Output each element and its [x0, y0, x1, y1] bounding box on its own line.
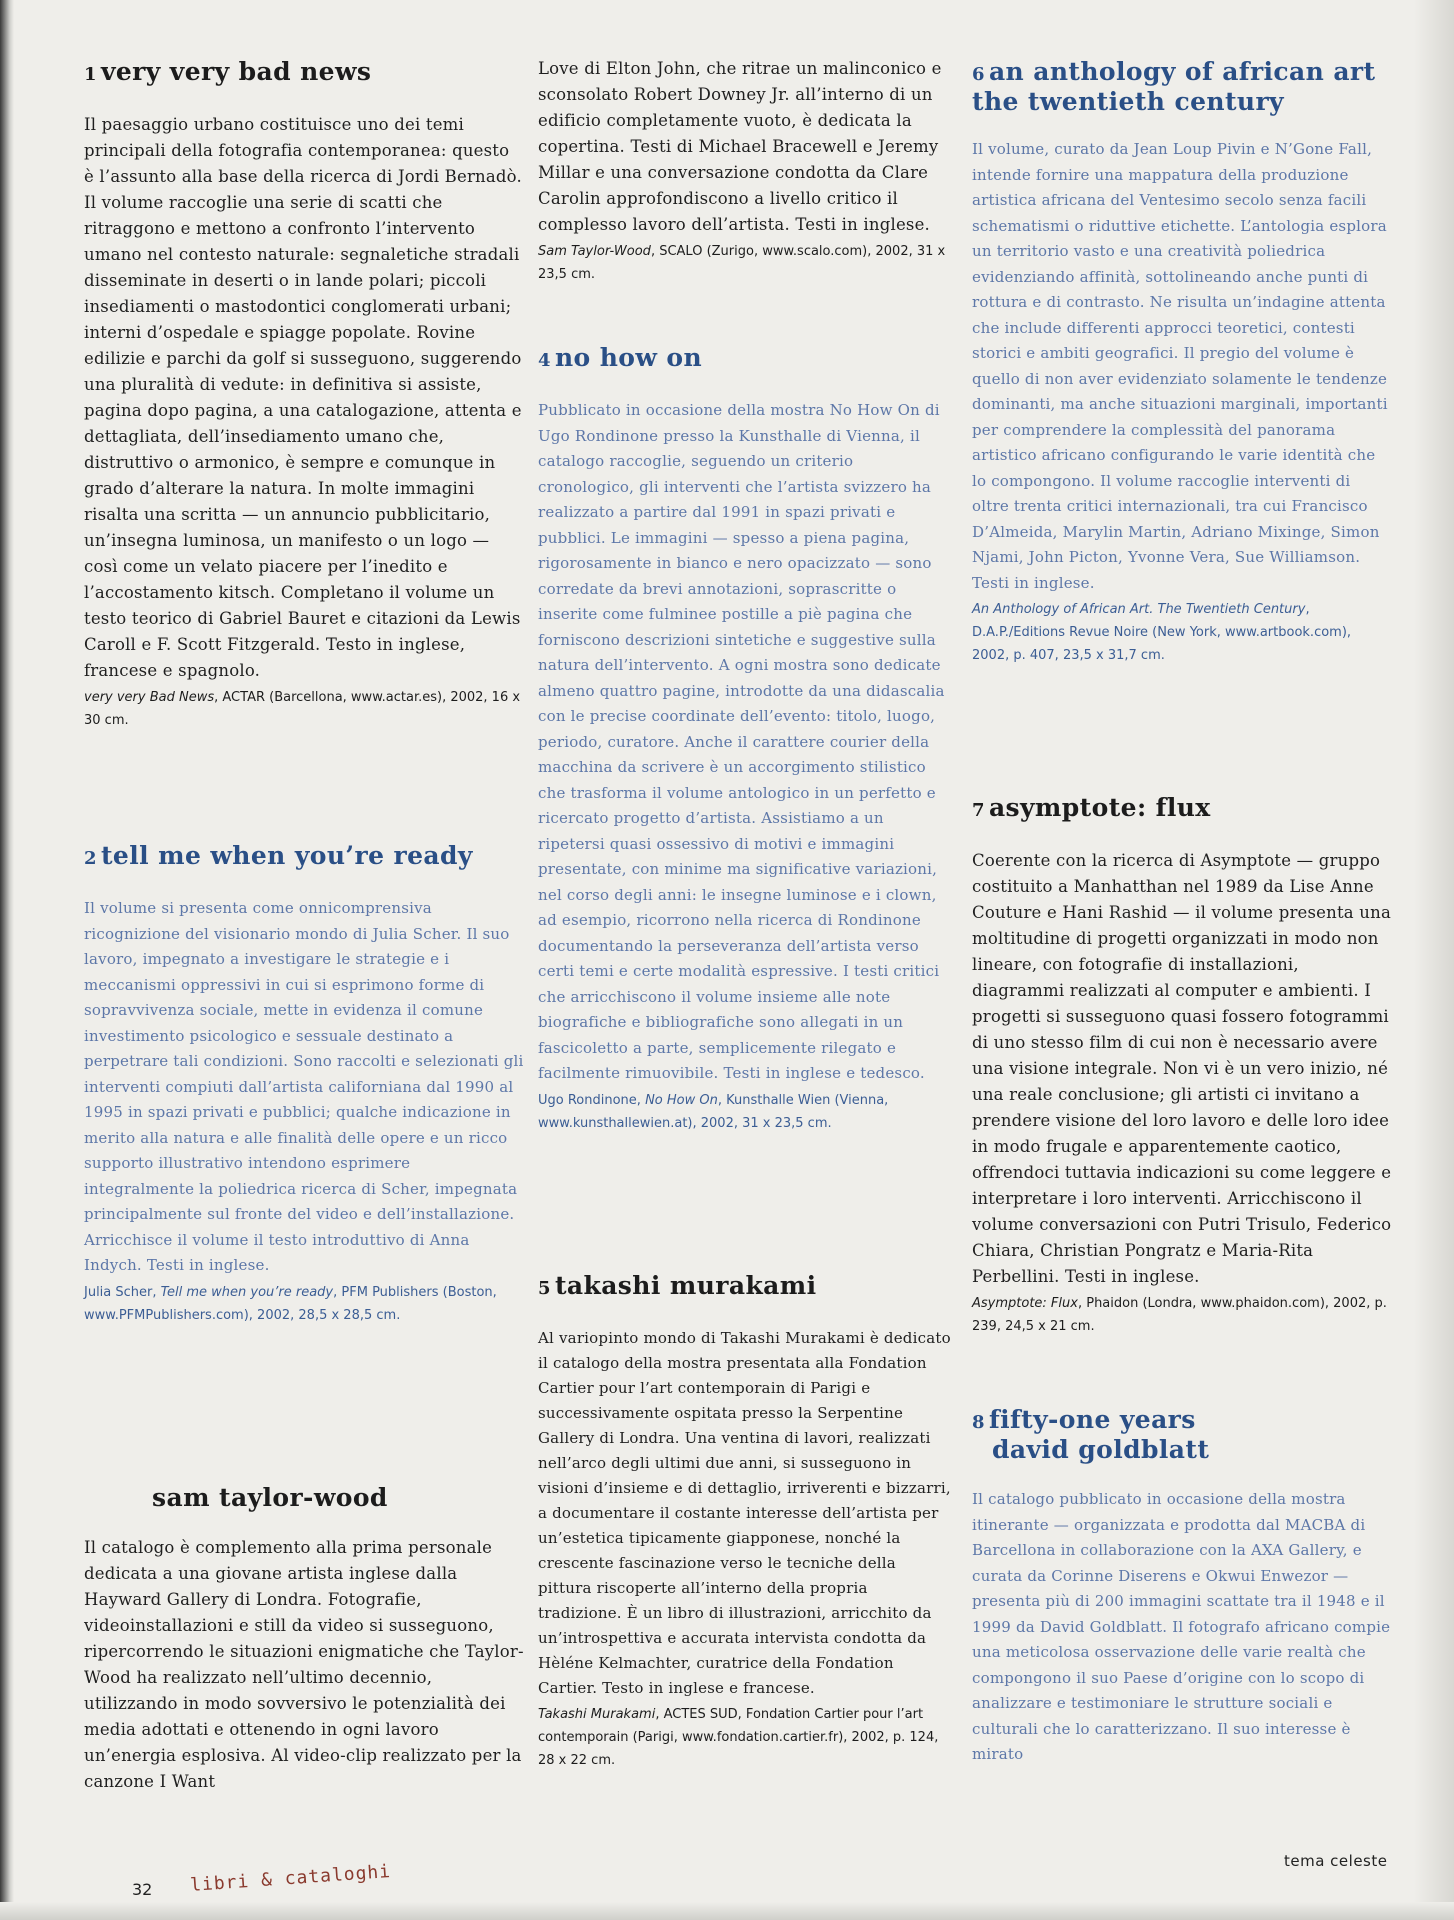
article-3	[84, 1484, 524, 1795]
article-5-credit: Takashi Murakami, ACTES SUD, Fondation Cartier pour l’art contemporain (Parigi, www.fondation.cartier.fr), 2002, p. 124, 28 x 22 cm.	[538, 1707, 939, 1768]
page-gutter-shadow	[0, 0, 14, 1920]
article-1-credit: very very Bad News, ACTAR (Barcellona, www.actar.es), 2002, 16 x 30 cm.	[84, 690, 521, 728]
article-1-body: Il paesaggio urbano costituisce uno dei temi principali della fotografia contemporanea: questo è l’assunto alla base della ricerca di Jordi Bernadò. Il volume raccoglie una serie di scatti che ritraggono e mettono a confronto l’intervento umano nel contesto naturale: segnaletiche stradali disseminate in deserti o in lande polari; piccoli insediamenti o mastodontici conglomerati urbani; interni d’ospedale e spiagge popolate. Rovine edilizie e parchi da golf si susseguono, suggerendo una pluralità di vedute: in definitiva si assiste, pagina dopo pagina, a una catalogazione, attenta e dettagliata, dell’insediamento umano che, distruttivo o armonico, è sempre e comunque in grado d’alterare la natura. In molte immagini risalta una scritta — un annuncio pubblicitario, un’insegna luminosa, un manifesto o un logo — così come un velato piacere per l’inedito e l’accostamento kitsch. Completano il volume un testo teorico di Gabriel Bauret e citazioni da Lewis Caroll e F. Scott Fitzgerald. Testo in inglese, francese e spagnolo.	[84, 115, 522, 680]
article-8-body: Il catalogo pubblicato in occasione della mostra itinerante — organizzata e prodotta dal MACBA di Barcellona in collaborazione con la AXA Gallery, e curata da Corinne Diserens e Okwui Enwezor — presenta più di 200 immagini scattate tra il 1948 e il 1999 da David Goldblatt. Il fotografo africano compie una meticolosa osservazione delle varie realtà che compongono il suo Paese d’origine con lo scopo di analizzare e testimoniare le strutture sociali e culturali che lo caratterizzano. Il suo interesse è mirato	[972, 1490, 1391, 1763]
article-2	[84, 842, 524, 1327]
article-5-body: Al variopinto mondo di Takashi Murakami è dedicato il catalogo della mostra presentata alla Fondation Cartier pour l’art contemporain di Parigi e successivamente ospitata presso la Serpentine Gallery di Londra. Una ventina di lavori, realizzati nell’arco degli ultimi due anni, si susseguono in visioni d’insieme e di dettaglio, irriverenti e bizzarri, a documentare il costante interesse dell’artista per un’estetica tipicamente giapponese, nonché la crescente fascinazione verso le tecniche della pittura riscoperte all’interno della propria tradizione. È un libro di illustrazioni, arricchito da un’introspettiva e accurata intervista condotta da Hèléne Kelmachter, curatrice della Fondation Cartier. Testo in inglese e francese.	[538, 1329, 951, 1697]
page-edge-shadow	[1414, 0, 1454, 1920]
article-4-credit: Ugo Rondinone, No How On, Kunsthalle Wien (Vienna, www.kunsthallewien.at), 2002, 31 x 23,5 cm.	[538, 1092, 889, 1131]
article-8-title: 8 fifty-one years david goldblatt	[972, 1405, 1210, 1464]
article-1	[84, 58, 524, 732]
article-4-title: 4 no how on	[538, 343, 703, 372]
section-label: libri & cataloghi	[189, 1861, 392, 1896]
article-4	[538, 344, 954, 1135]
article-7-credit: Asymptote: Flux, Phaidon (Londra, www.phaidon.com), 2002, p. 239, 24,5 x 21 cm.	[972, 1296, 1387, 1334]
article-8	[972, 1406, 1392, 1768]
article-number: 1	[84, 64, 97, 85]
article-3-body-continued: Love di Elton John, che ritrae un malinconico e sconsolato Robert Downey Jr. all’interno di un edificio completamente vuoto, è dedicata la copertina. Testi di Michael Bracewell e Jeremy Millar e una conversazione condotta da Clare Carolin approfondiscono a livello critico il complesso lavoro dell’artista. Testi in inglese.	[538, 59, 942, 234]
article-5	[538, 1272, 954, 1772]
article-3-body: Il catalogo è complemento alla prima personale dedicata a una giovane artista inglese dalla Hayward Gallery di Londra. Fotografie, videoinstallazioni e still da video si susseguono, ripercorrendo le situazioni enigmatiche che Taylor-Wood ha realizzato nell’ultimo decennio, utilizzando in modo sovversivo le potenzialità dei media adottati e ottenendo in ogni lavoro un’energia esplosiva. Al video-clip realizzato per la canzone I Want	[84, 1538, 524, 1791]
article-7	[972, 794, 1392, 1338]
page-number: 32	[132, 1880, 153, 1899]
article-1-title: 1 very very bad news	[84, 57, 372, 86]
article-3-continued	[538, 56, 954, 286]
article-6	[972, 58, 1392, 667]
article-7-body: Coerente con la ricerca di Asymptote — gruppo costituito a Manhatthan nel 1989 da Lise Anne Couture e Hani Rashid — il volume presenta una moltitudine di progetti organizzati in modo non lineare, con fotografie di installazioni, diagrammi realizzati al computer e ambienti. I progetti si susseguono quasi fossero fotogrammi di uno stesso film di cui non è necessario avere una visione integrale. Non vi è un vero inizio, né una reale conclusione; gli artisti ci invitano a prendere visione del loro lavoro e delle loro idee in modo frugale e apparentemente caotico, offrendoci tuttavia indicazioni su come leggere e interpretare i loro interventi. Arricchiscono il volume conversazioni con Putri Trisulo, Federico Chiara, Christian Pongratz e Maria-Rita Perbellini. Testi in inglese.	[972, 851, 1392, 1286]
article-6-credit: An Anthology of African Art. The Twentieth Century, D.A.P./Editions Revue Noire (New York, www.artbook.com), 2002, p. 407, 23,5 x 31,7 cm.	[972, 602, 1352, 663]
article-2-title: 2 tell me when you’re ready	[84, 841, 473, 870]
article-2-body: Il volume si presenta come onnicomprensiva ricognizione del visionario mondo di Julia Scher. Il suo lavoro, impegnato a investigare le strategie e i meccanismi oppressivi in cui si esprimono forme di sopravvivenza sociale, mette in evidenza il comune investimento psicologico e sessuale destinato a perpetrare tali condizioni. Sono raccolti e selezionati gli interventi compiuti dall’artista californiana dal 1990 al 1995 in spazi privati e pubblici; qualche indicazione in merito alla natura e alle finalità delle opere e un ricco supporto illustrativo intendono esprimere integralmente la poliedrica ricerca di Scher, impegnata principalmente sul fronte del video e dell’installazione. Arricchisce il volume il testo introduttivo di Anna Indych. Testi in inglese.	[84, 899, 524, 1274]
article-2-credit: Julia Scher, Tell me when you’re ready, PFM Publishers (Boston, www.PFMPublishers.com), 2002, 28,5 x 28,5 cm.	[84, 1284, 497, 1323]
article-3-title: sam taylor-wood	[152, 1483, 388, 1512]
article-7-title: 7 asymptote: flux	[972, 793, 1211, 822]
article-5-title: 5 takashi murakami	[538, 1271, 817, 1300]
article-3-credit: Sam Taylor-Wood, SCALO (Zurigo, www.scalo.com), 2002, 31 x 23,5 cm.	[538, 244, 946, 282]
article-4-body: Pubblicato in occasione della mostra No How On di Ugo Rondinone presso la Kunsthalle di Vienna, il catalogo raccoglie, seguendo un criterio cronologico, gli interventi che l’artista svizzero ha realizzato a partire dal 1991 in spazi privati e pubblici. Le immagini — spesso a piena pagina, rigorosamente in bianco e nero opacizzato — sono corredate da brevi annotazioni, soprascritte o inserite come fulminee postille a piè pagina che forniscono descrizioni sintetiche e suggestive sulla natura dell’intervento. A ogni mostra sono dedicate almeno quattro pagine, introdotte da una didascalia con le precise coordinate dell’evento: titolo, luogo, periodo, curatore. Anche il carattere courier della macchina da scrivere è un accorgimento stilistico che trasforma il volume antologico in un perfetto e ricercato progetto d’artista. Assistiamo a un ripetersi quasi ossessivo di motivi e immagini presentate, con minime ma significative variazioni, nel corso degli anni: le insegne luminose e i clown, ad esempio, ricorrono nella ricerca di Rondinone documentando la perseveranza dell’artista verso certi temi e certe modalità espressive. I testi critici che arricchiscono il volume insieme alle note biografiche e bibliografiche sono allegati in un fascicoletto a parte, semplicemente rilegato e facilmente rimuovibile. Testi in inglese e tedesco.	[538, 401, 945, 1082]
magazine-name: tema celeste	[1284, 1852, 1388, 1870]
article-6-title: 6 an anthology of african art the twentieth century	[972, 57, 1376, 116]
page-bottom-edge	[0, 1902, 1454, 1920]
article-6-body: Il volume, curato da Jean Loup Pivin e N’Gone Fall, intende fornire una mappatura della produzione artistica africana del Ventesimo secolo senza facili schematismi o riduttive etichette. L’antologia esplora un territorio vasto e una creatività poliedrica evidenziando affinità, sottolineando anche punti di rottura e di contrasto. Ne risulta un’indagine attenta che include differenti approcci teoretici, contesti storici e ambiti geografici. Il pregio del volume è quello di non aver evidenziato solamente le tendenze dominanti, ma anche situazioni marginali, importanti per comprendere la complessità del panorama artistico africano configurando le varie identità che lo compongono. Il volume raccoglie interventi di oltre trenta critici internazionali, tra cui Francisco D’Almeida, Marylin Martin, Adriano Mixinge, Simon Njami, John Picton, Yvonne Vera, Sue Williamson. Testi in inglese.	[972, 140, 1388, 592]
